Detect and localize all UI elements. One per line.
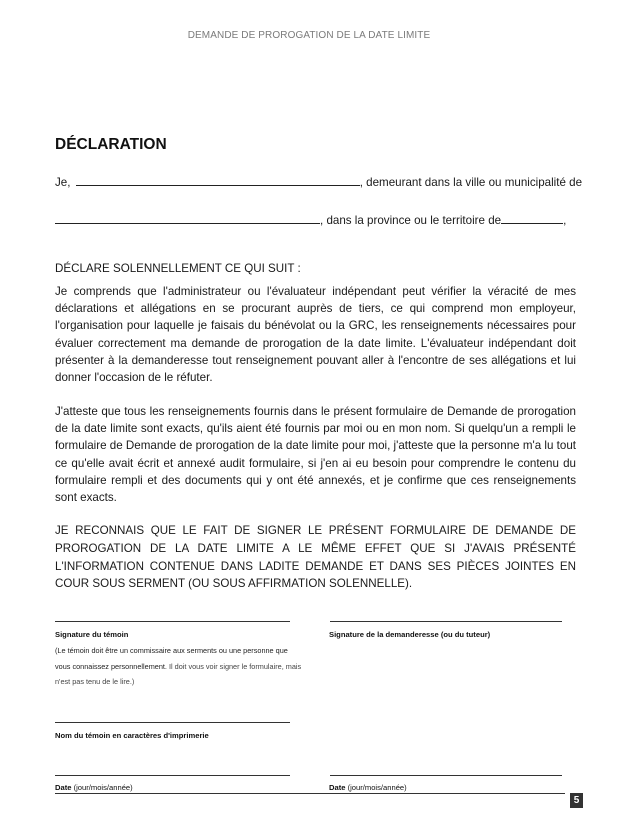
witness-note <box>55 643 305 690</box>
witness-name-line[interactable] <box>55 722 290 723</box>
applicant-date-line[interactable] <box>330 775 562 776</box>
municipality-field[interactable] <box>55 212 320 224</box>
solemn-heading: DÉCLARE SOLENNELLEMENT CE QUI SUIT : <box>55 262 301 275</box>
date-word: Date <box>329 783 346 792</box>
line-end-comma: , <box>563 214 567 227</box>
paragraph-verification: Je comprends que l'administrateur ou l'évaluateur indépendant peut vérifier la véracité de mes déclarations et allégations en se procurant auprès de tiers, ce qui comprend mon employeur, l'organisation pour laquelle je faisais du bénévolat ou la GRC, les renseignements nécessaires pour évaluer correctement ma demande de prorogation de la date limite. L'évaluateur indépendant doit présenter à la demanderesse tout renseignement pouvant aller à l'encontre de ses allégations et lui donner l'occasion de le réfuter. <box>55 285 576 385</box>
witness-signature-line[interactable] <box>55 621 290 622</box>
paragraph-attestation: J'atteste que tous les renseignements fournis dans le présent formulaire de Demande de prorogation de la date limite sont exacts, qu'ils aient été fournis par moi ou en mon nom. Si quelqu'un a rempli le formulaire de Demande de prorogation de la date limite pour moi, j'atteste que la personne m'a lu tout ce qu'elle avait écrit et annexé audit formulaire, si j'en ai eu besoin pour comprendre le contenu du formulaire rempli et des documents qui y ont été annexés, et je confirme que ces renseignements sont exacts. <box>55 405 576 505</box>
applicant-signature-line[interactable] <box>330 621 562 622</box>
section-title: DÉCLARATION <box>55 136 167 153</box>
witness-date-line[interactable] <box>55 775 290 776</box>
declarant-name-field[interactable] <box>76 174 360 186</box>
paragraph-acknowledgement: JE RECONNAIS QUE LE FAIT DE SIGNER LE PRÉSENT FORMULAIRE DE DEMANDE DE PROROGATION DE LA DATE LIMITE A LE MÊME EFFET QUE SI J'AVAIS PRÉSENTÉ L'INFORMATION CONTENUE DANS LADITE DEMANDE ET DANS SES PIÈCES JOINTES EN COUR SOUS SERMENT (OU SOUS AFFIRMATION SOLENNELLE). <box>55 524 576 591</box>
date-word: Date <box>55 783 72 792</box>
je-label: Je, <box>55 176 71 189</box>
witness-signature-label: Signature du témoin <box>55 630 129 639</box>
witness-note-light: Il doit vous voir signer le formulaire, mais n'est pas tenu de le lire.) <box>55 661 302 686</box>
province-text: , dans la province ou le territoire de <box>320 214 502 227</box>
province-field[interactable] <box>501 212 563 224</box>
page-number: 5 <box>570 793 583 808</box>
footer-rule <box>55 793 565 794</box>
date-format: (jour/mois/année) <box>345 783 407 792</box>
applicant-signature-label: Signature de la demanderesse (ou du tuteur) <box>329 630 491 639</box>
witness-name-label: Nom du témoin en caractères d'imprimerie <box>55 731 209 740</box>
location-line <box>55 212 566 227</box>
date-format: (jour/mois/année) <box>71 783 133 792</box>
witness-note-bold: (Le témoin doit être un commissaire aux serments ou une personne que vous connaissez personnellement. <box>55 646 288 671</box>
applicant-date-label <box>329 783 407 792</box>
witness-date-label <box>55 783 133 792</box>
page-header: DEMANDE DE PROROGATION DE LA DATE LIMITE <box>187 30 431 41</box>
residence-text: , demeurant dans la ville ou municipalité de <box>359 176 583 189</box>
declarant-line <box>55 174 582 189</box>
